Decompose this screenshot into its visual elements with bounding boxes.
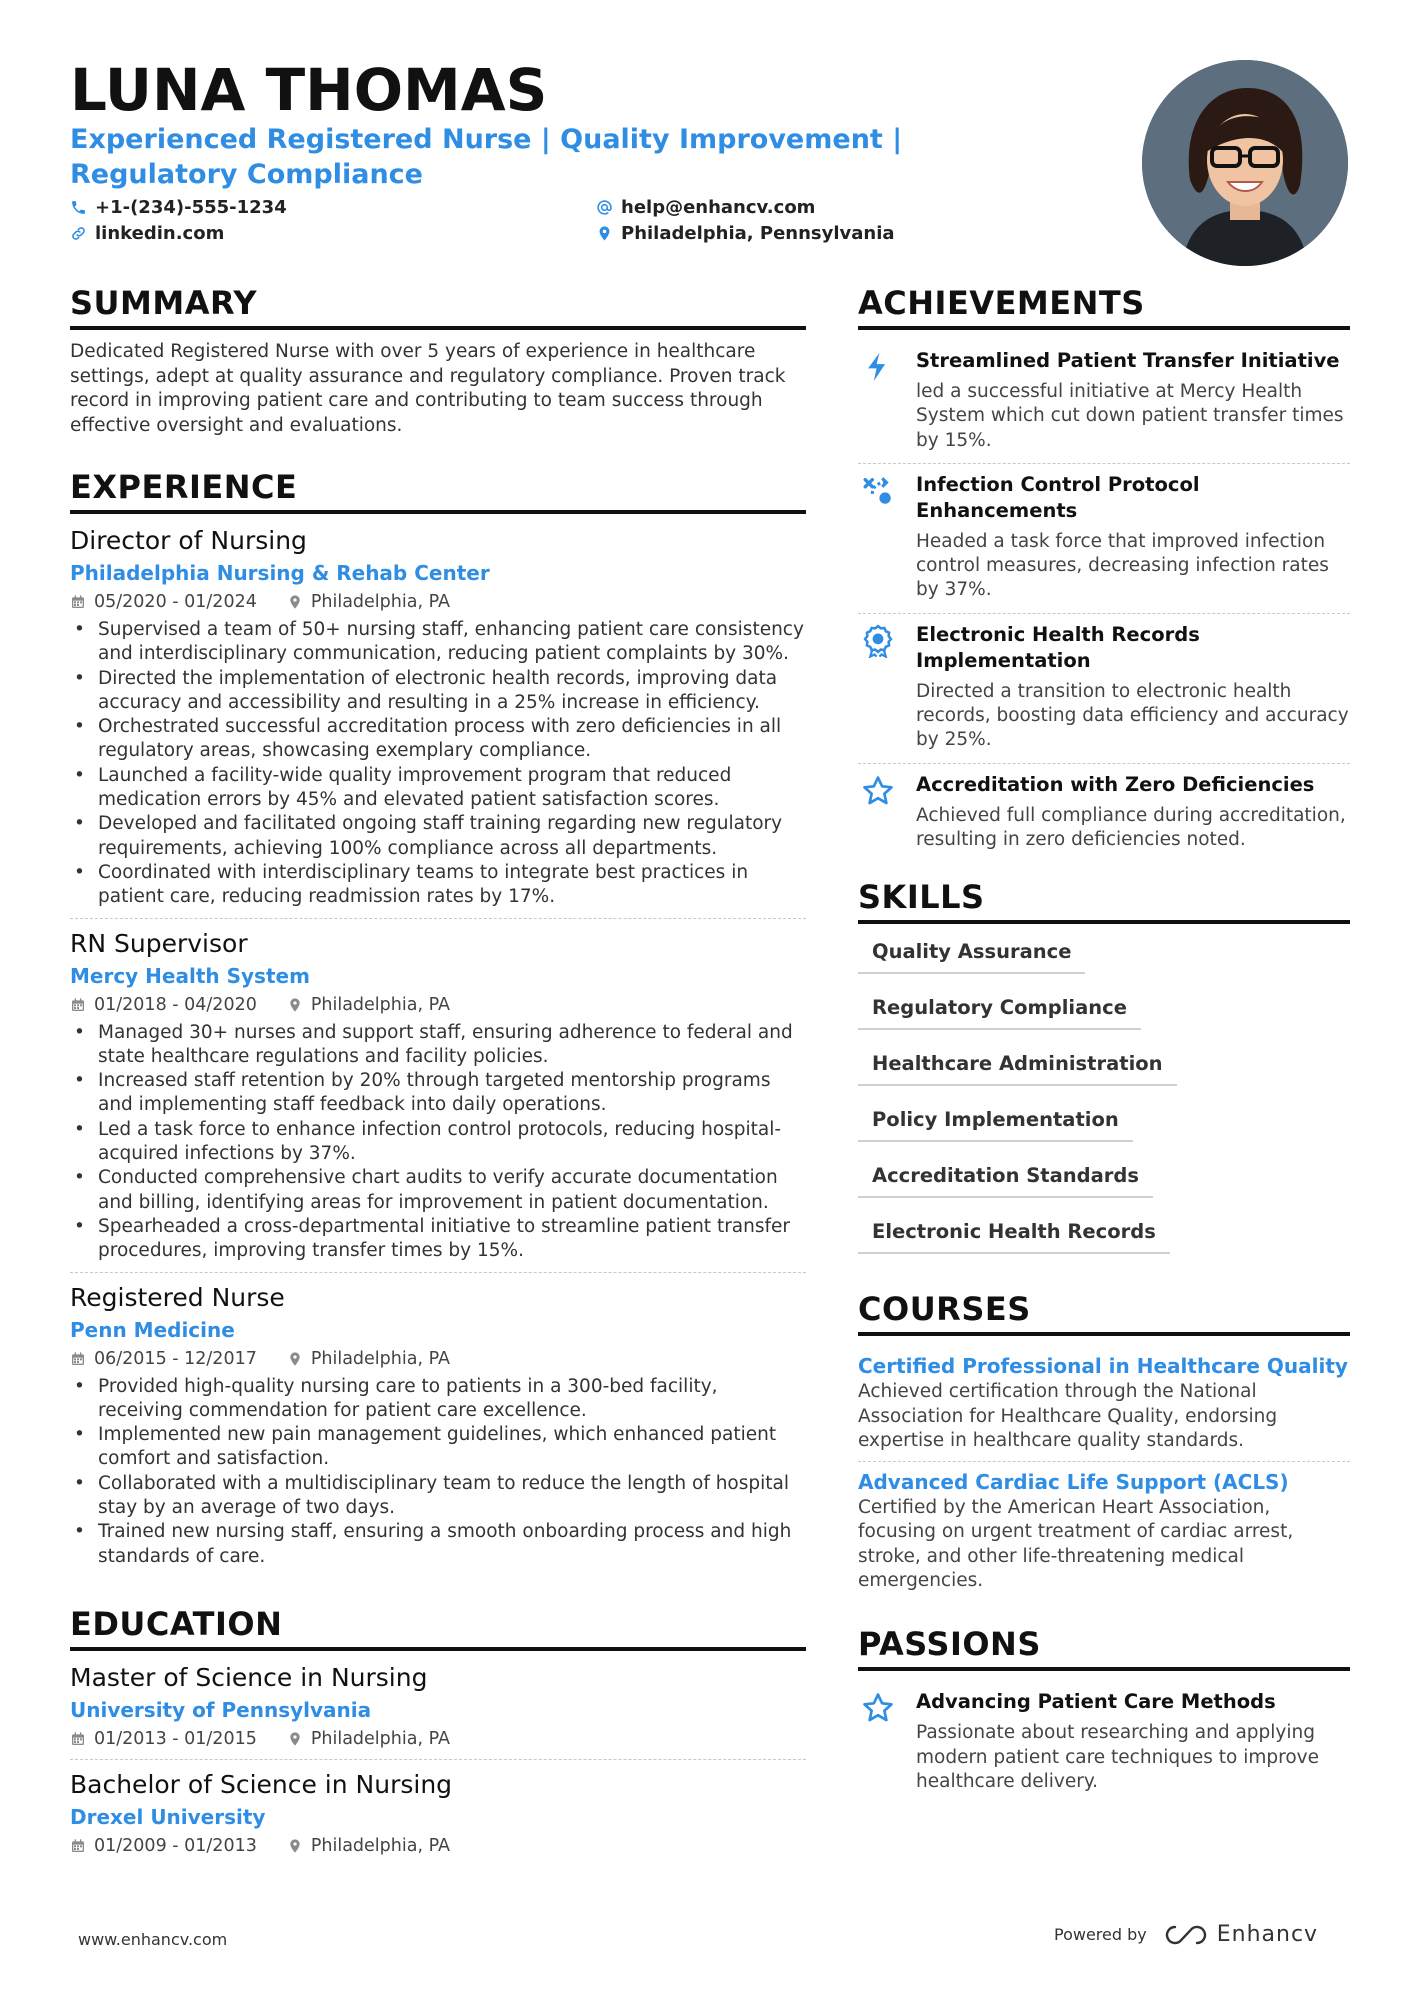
achievement-title: Infection Control Protocol Enhancements	[916, 472, 1200, 522]
strategy-icon	[861, 474, 895, 508]
summary-text: Dedicated Registered Nurse with over 5 years of experience in healthcare settings, adept at quality assurance and regulatory compliance. Proven track record in improving patient care and contributing to team success through effective oversight and evaluations.	[70, 341, 786, 436]
candidate-name: LUNA THOMAS	[70, 56, 548, 124]
section-title-skills: SKILLS	[858, 876, 1350, 924]
job-dates: 05/2020 - 01/2024	[94, 592, 257, 612]
calendar-icon	[70, 1351, 86, 1367]
passion-item	[858, 1681, 1350, 1804]
job-dates: 01/2018 - 04/2020	[94, 994, 257, 1015]
course-item	[858, 1346, 1350, 1461]
company-name: Penn Medicine	[70, 1317, 235, 1342]
job-meta	[70, 588, 806, 616]
job-dates: 06/2015 - 12/2017	[94, 1348, 257, 1369]
achievement-title: Electronic Health Records Implementation	[916, 622, 1200, 672]
contact-info	[70, 194, 1070, 250]
education-entry	[70, 1759, 806, 1866]
job-title: Registered Nurse	[70, 1282, 285, 1312]
section-title-experience: EXPERIENCE	[70, 466, 806, 514]
candidate-headline: Experienced Registered Nurse | Quality Improvement | Regulatory Compliance	[70, 124, 903, 190]
footer-website[interactable]: www.enhancv.com	[78, 1930, 228, 1949]
degree-title: Bachelor of Science in Nursing	[70, 1769, 453, 1799]
star-icon	[861, 1691, 895, 1725]
school-name: Drexel University	[70, 1804, 266, 1829]
phone-icon	[70, 199, 87, 216]
list-item: • Launched a facility-wide quality improvement program that reduced medication errors by 45% and elevated patient satisfaction scores.	[70, 764, 806, 813]
link-icon	[70, 225, 87, 242]
award-icon	[861, 624, 895, 658]
list-item: • Supervised a team of 50+ nursing staff, enhancing patient care consistency and interdisciplinary communication, reducing patient complaints by 30%.	[70, 618, 806, 667]
footer-branding	[1054, 1922, 1318, 1947]
education-dates: 01/2013 - 01/2015	[94, 1728, 257, 1749]
section-title-achievements: ACHIEVEMENTS	[858, 282, 1350, 330]
course-desc: Achieved certification through the National Association for Healthcare Quality, endorsing expertise in healthcare quality standards.	[858, 1381, 1278, 1451]
list-item: • Orchestrated successful accreditation process with zero deficiencies in all regulatory areas, showcasing exemplary compliance.	[70, 715, 806, 764]
left-column	[70, 282, 806, 1866]
achievement-item	[858, 340, 1350, 463]
achievement-desc: Headed a task force that improved infection control measures, decreasing infection rates by 37%.	[916, 530, 1329, 601]
course-title: Advanced Cardiac Life Support (ACLS)	[858, 1470, 1289, 1495]
experience-entry	[70, 524, 806, 918]
achievement-desc: Achieved full compliance during accreditation, resulting in zero deficiencies noted.	[916, 804, 1346, 850]
location-text: Philadelphia, Pennsylvania	[621, 222, 895, 244]
experience-entry	[70, 1272, 806, 1577]
passion-desc: Passionate about researching and applying modern patient care techniques to improve healthcare delivery.	[916, 1722, 1320, 1792]
list-item: • Coordinated with interdisciplinary teams to integrate best practices in patient care, reducing readmission rates by 17%.	[70, 861, 806, 910]
location-pin-icon	[287, 997, 303, 1013]
calendar-icon	[70, 1731, 86, 1747]
skill-tag: Regulatory Compliance	[858, 990, 1141, 1030]
calendar-icon	[70, 594, 86, 610]
list-item: • Managed 30+ nurses and support staff, ensuring adherence to federal and state healthcare regulations and facility policies.	[70, 1021, 806, 1070]
school-name: University of Pennsylvania	[70, 1697, 372, 1722]
job-location: Philadelphia, PA	[310, 1348, 450, 1369]
contact-phone[interactable]	[70, 194, 287, 220]
education-dates: 01/2009 - 01/2013	[94, 1835, 257, 1856]
list-item: • Directed the implementation of electronic health records, improving data accuracy and accessibility and resulting in a 25% increase in efficiency.	[70, 667, 806, 716]
education-entry	[70, 1661, 806, 1759]
job-meta	[70, 991, 806, 1019]
achievement-title: Streamlined Patient Transfer Initiative	[916, 349, 1340, 372]
degree-title: Master of Science in Nursing	[70, 1662, 428, 1692]
achievement-item	[858, 763, 1350, 863]
experience-entry	[70, 918, 806, 1272]
education-meta	[70, 1725, 806, 1753]
achievement-item	[858, 613, 1350, 763]
education-location: Philadelphia, PA	[310, 1728, 450, 1749]
education-meta	[70, 1832, 806, 1860]
list-item: • Spearheaded a cross-departmental initiative to streamline patient transfer procedures, improving transfer times by 15%.	[70, 1215, 806, 1264]
achievement-desc: Directed a transition to electronic health records, boosting data efficiency and accuracy by 25%.	[916, 680, 1349, 751]
job-bullets	[70, 1375, 806, 1569]
brand-name: Enhancv	[1216, 1922, 1319, 1947]
list-item: • Trained new nursing staff, ensuring a smooth onboarding process and high standards of care.	[70, 1520, 806, 1569]
section-title-education: EDUCATION	[70, 1603, 806, 1651]
job-bullets	[70, 618, 806, 910]
right-column	[858, 282, 1350, 1804]
powered-by-text: Powered by	[1054, 1925, 1147, 1944]
job-title: RN Supervisor	[70, 928, 248, 958]
contact-location	[596, 220, 895, 246]
course-item	[858, 1461, 1350, 1601]
location-pin-icon	[596, 225, 613, 242]
section-title-passions: PASSIONS	[858, 1623, 1350, 1671]
lightning-icon	[861, 350, 895, 384]
job-title: Director of Nursing	[70, 526, 307, 555]
job-location: Philadelphia, PA	[310, 994, 450, 1015]
enhancv-logo-icon	[1163, 1923, 1209, 1947]
list-item: • Collaborated with a multidisciplinary team to reduce the length of hospital stay by an average of two days.	[70, 1472, 806, 1521]
section-title-summary: SUMMARY	[70, 282, 806, 330]
course-title: Certified Professional in Healthcare Quality	[858, 1354, 1348, 1379]
skills-list	[858, 934, 1350, 1270]
achievement-item	[858, 463, 1350, 613]
section-title-courses: COURSES	[858, 1288, 1350, 1336]
skill-tag: Policy Implementation	[858, 1102, 1133, 1142]
email-text: help@enhancv.com	[621, 196, 816, 218]
location-pin-icon	[287, 1838, 303, 1854]
linkedin-text: linkedin.com	[95, 222, 225, 244]
skill-tag: Electronic Health Records	[858, 1214, 1170, 1254]
course-desc: Certified by the American Heart Association, focusing on urgent treatment of cardiac arrest, stroke, and other life-threatening medical emergencies.	[858, 1497, 1294, 1592]
list-item: • Implemented new pain management guidelines, which enhanced patient comfort and satisfaction.	[70, 1423, 806, 1472]
location-pin-icon	[287, 594, 303, 610]
job-meta	[70, 1345, 806, 1373]
achievement-title: Accreditation with Zero Deficiencies	[916, 772, 1315, 796]
location-pin-icon	[287, 1731, 303, 1747]
profile-photo	[1142, 60, 1348, 266]
list-item: • Provided high-quality nursing care to patients in a 300-bed facility, receiving commendation for patient care excellence.	[70, 1375, 806, 1424]
enhancv-logo[interactable]	[1163, 1922, 1318, 1947]
calendar-icon	[70, 1838, 86, 1854]
job-bullets	[70, 1021, 806, 1264]
at-icon	[596, 199, 613, 216]
location-pin-icon	[287, 1351, 303, 1367]
education-location: Philadelphia, PA	[310, 1835, 450, 1856]
list-item: • Increased staff retention by 20% through targeted mentorship programs and implementing staff feedback into daily operations.	[70, 1069, 806, 1118]
skill-tag: Quality Assurance	[858, 934, 1085, 974]
phone-text: +1-(234)-555-1234	[95, 196, 287, 218]
achievement-desc: led a successful initiative at Mercy Health System which cut down patient transfer times by 15%.	[916, 381, 1344, 451]
skill-tag: Accreditation Standards	[858, 1158, 1153, 1198]
job-location: Philadelphia, PA	[310, 592, 450, 612]
star-icon	[861, 774, 895, 808]
list-item: • Led a task force to enhance infection control protocols, reducing hospital-acquired infections by 37%.	[70, 1118, 806, 1167]
company-name: Philadelphia Nursing & Rehab Center	[70, 561, 490, 585]
list-item: • Conducted comprehensive chart audits to verify accurate documentation and billing, identifying areas for improvement in patient documentation.	[70, 1166, 806, 1215]
skill-tag: Healthcare Administration	[858, 1046, 1177, 1086]
contact-email[interactable]	[596, 194, 815, 220]
company-name: Mercy Health System	[70, 963, 310, 988]
contact-linkedin[interactable]	[70, 220, 224, 246]
calendar-icon	[70, 997, 86, 1013]
list-item: • Developed and facilitated ongoing staff training regarding new regulatory requirements, achieving 100% compliance across all departments.	[70, 812, 806, 861]
passion-title: Advancing Patient Care Methods	[916, 1690, 1276, 1714]
